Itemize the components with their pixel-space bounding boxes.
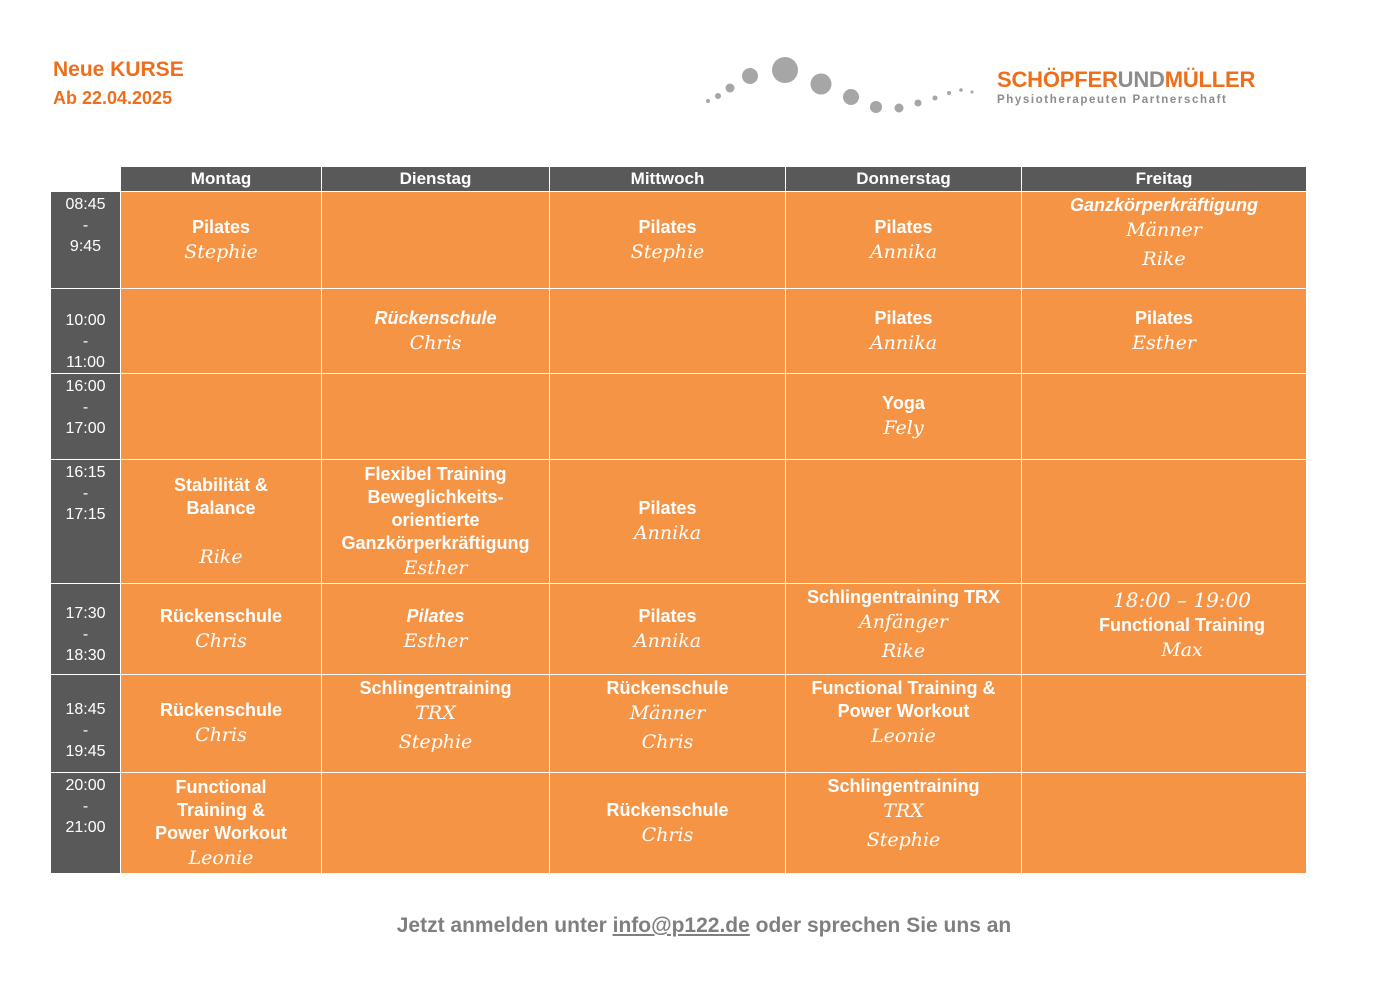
course-schedule-table [50, 166, 1307, 874]
time-row [51, 374, 1307, 460]
course-cell [322, 289, 550, 374]
course-cell-empty [550, 289, 786, 374]
logo-name [997, 68, 1255, 92]
course-cell [121, 460, 322, 584]
course-cell-empty [121, 374, 322, 460]
trainer-name: Stephie [184, 240, 258, 263]
time-separator: - [82, 333, 89, 350]
time-slot [51, 675, 121, 773]
trainer-name: Rike [199, 545, 243, 568]
course-name: Pilates [874, 307, 933, 328]
course-name: Rückenschule [374, 307, 497, 328]
trainer-name: Stephie [398, 731, 473, 753]
time-slot [51, 584, 121, 675]
course-cell-empty [322, 773, 550, 874]
page-subtitle: Ab 22.04.2025 [53, 88, 173, 108]
footer-text-after: oder sprechen Sie uns an [749, 914, 1012, 937]
course-cell [322, 460, 550, 584]
time-row [51, 460, 1307, 584]
course-name: orientierte [391, 509, 480, 530]
course-name: Pilates [406, 605, 465, 626]
course-name: Pilates [638, 498, 697, 518]
course-note: Männer [1126, 219, 1202, 241]
course-name: Yoga [882, 393, 925, 413]
course-note: TRX [415, 702, 456, 724]
course-note: Männer [629, 702, 706, 724]
course-cell [786, 192, 1022, 289]
day-header: Donnerstag [786, 167, 1022, 192]
trainer-name: Esther [1132, 331, 1196, 354]
course-cell-empty [1022, 675, 1307, 773]
course-name: Pilates [874, 216, 933, 237]
time-start: 17:30 [65, 605, 106, 622]
email-link[interactable]: info@p122.de [612, 914, 750, 937]
course-cell [550, 192, 786, 289]
time-slot [51, 192, 121, 289]
day-header: Dienstag [322, 167, 550, 192]
course-note: Anfänger [858, 611, 949, 633]
course-name: Functional [175, 776, 267, 797]
course-cell-empty [1022, 460, 1307, 584]
course-cell [786, 584, 1022, 675]
time-start: 10:00 [65, 312, 106, 329]
time-separator: - [82, 485, 89, 502]
course-cell-empty [322, 192, 550, 289]
day-header-row [51, 167, 1307, 192]
course-cell [550, 773, 786, 874]
course-cell [550, 460, 786, 584]
time-start: 16:15 [65, 464, 106, 481]
trainer-name: Leonie [188, 846, 254, 869]
trainer-name: Rike [881, 640, 926, 662]
time-start: 20:00 [65, 777, 106, 794]
course-name: Flexibel Training [364, 463, 507, 484]
course-name: Beweglichkeits- [367, 486, 504, 507]
trainer-name: Fely [883, 417, 924, 439]
course-name: Balance [186, 497, 256, 518]
course-name: Rückenschule [159, 700, 283, 720]
trainer-name: Chris [641, 823, 694, 846]
trainer-name: Esther [403, 629, 468, 652]
time-row [51, 289, 1307, 374]
course-cell [786, 374, 1022, 460]
trainer-name: Chris [409, 331, 462, 354]
time-end: 17:15 [65, 506, 106, 523]
course-name: Rückenschule [606, 678, 729, 698]
course-name: Pilates [191, 216, 251, 237]
time-end: 18:30 [65, 647, 106, 664]
course-cell [550, 675, 786, 773]
course-name: Schlingentraining [359, 678, 512, 698]
time-slot [51, 374, 121, 460]
footer-text-before: Jetzt anmelden unter [396, 914, 613, 937]
course-cell [786, 773, 1022, 874]
time-row [51, 192, 1307, 289]
time-separator: - [82, 798, 89, 815]
day-header: Montag [121, 167, 322, 192]
trainer-name: Esther [403, 556, 468, 579]
course-cell-empty [322, 374, 550, 460]
trainer-name: Chris [641, 731, 694, 753]
trainer-name: Leonie [871, 725, 936, 747]
time-end: 19:45 [65, 743, 106, 760]
course-cell [322, 675, 550, 773]
time-start: 08:45 [65, 196, 106, 213]
logo-name-part2: UND [1117, 67, 1165, 92]
trainer-name: Stephie [866, 829, 941, 851]
time-start: 18:45 [65, 701, 106, 718]
course-name: Functional Training & [811, 678, 996, 698]
course-cell [121, 773, 322, 874]
course-cell [121, 192, 322, 289]
course-cell [121, 584, 322, 675]
day-header: Freitag [1022, 167, 1307, 192]
trainer-name: Annika [869, 240, 938, 263]
time-separator: - [82, 399, 89, 416]
course-name: Rückenschule [159, 605, 283, 626]
time-end: 11:00 [66, 354, 105, 371]
corner-cell [51, 167, 121, 192]
course-name: Pilates [1134, 307, 1194, 328]
logo-name-part3: MÜLLER [1164, 67, 1256, 92]
time-slot [51, 460, 121, 584]
logo [997, 68, 1255, 106]
footer-signup-text [0, 914, 1390, 938]
trainer-name: Annika [633, 522, 702, 544]
course-name: Training & [176, 799, 265, 820]
course-cell-empty [786, 460, 1022, 584]
course-cell [786, 289, 1022, 374]
course-note: TRX [883, 800, 924, 822]
course-name: Ganzkörperkräftigung [341, 532, 530, 553]
course-cell [1022, 584, 1307, 675]
time-row [51, 675, 1307, 773]
course-name: Stabilität & [173, 474, 268, 495]
time-slot [51, 773, 121, 874]
course-name: Pilates [638, 605, 697, 626]
course-cell [1022, 192, 1307, 289]
course-cell [786, 675, 1022, 773]
course-name: Ganzkörperkräftigung [1069, 195, 1259, 215]
time-separator: - [82, 722, 89, 739]
logo-tagline: Physiotherapeuten Partnerschaft [997, 94, 1228, 106]
trainer-name: Max [1161, 639, 1203, 661]
time-row [51, 584, 1307, 675]
page-title: Neue KURSE [53, 58, 184, 81]
time-separator: - [82, 217, 89, 234]
trainer-name: Chris [195, 629, 247, 652]
course-cell [121, 675, 322, 773]
course-cell [322, 584, 550, 675]
logo-name-part1: SCHÖPFER [997, 67, 1118, 92]
day-header: Mittwoch [550, 167, 786, 192]
course-name: Rückenschule [606, 799, 729, 820]
trainer-name: Rike [1142, 248, 1186, 270]
time-end: 17:00 [65, 420, 106, 437]
course-cell-empty [1022, 773, 1307, 874]
logo-dots-icon [700, 50, 990, 120]
trainer-name: Annika [633, 629, 702, 652]
time-end: 9:45 [69, 238, 102, 255]
course-cell [1022, 289, 1307, 374]
time-slot [51, 289, 121, 374]
course-cell-empty [121, 289, 322, 374]
time-separator: - [82, 626, 89, 643]
time-start: 16:00 [65, 378, 106, 395]
time-end: 21:00 [65, 819, 106, 836]
course-name: Functional Training [1099, 615, 1265, 635]
trainer-name: Annika [869, 331, 938, 354]
course-cell-empty [1022, 374, 1307, 460]
trainer-name: Stephie [630, 240, 705, 263]
course-name: Power Workout [155, 822, 287, 843]
trainer-name: Chris [195, 724, 247, 746]
course-name: Schlingentraining TRX [806, 587, 1000, 607]
course-cell [550, 584, 786, 675]
time-row [51, 773, 1307, 874]
course-time-note: 18:00 – 19:00 [1113, 588, 1251, 612]
course-name: Schlingentraining [827, 776, 980, 796]
course-name: Pilates [638, 216, 697, 237]
course-cell-empty [550, 374, 786, 460]
course-name: Power Workout [837, 701, 970, 721]
